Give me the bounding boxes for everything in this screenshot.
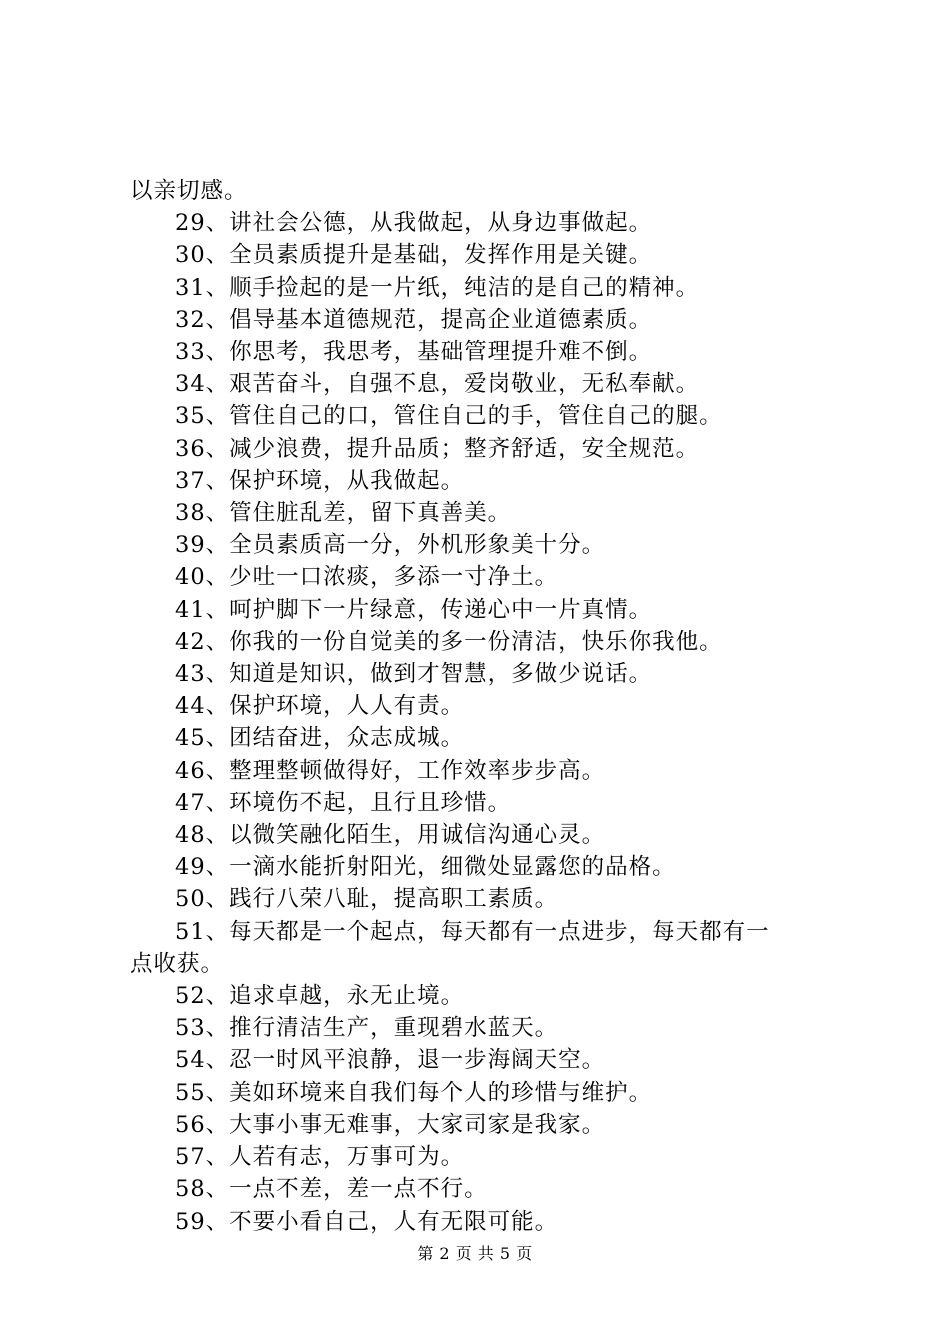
text-line: 39、全员素质高一分，外机形象美十分。 xyxy=(175,532,606,559)
text-line: 57、人若有志，万事可为。 xyxy=(175,1144,465,1171)
text-line: 41、呵护脚下一片绿意，传递心中一片真情。 xyxy=(175,596,653,623)
text-line: 58、一点不差，差一点不行。 xyxy=(175,1176,488,1203)
text-line: 47、环境伤不起，且行且珍惜。 xyxy=(175,789,512,816)
text-line: 52、追求卓越，永无止境。 xyxy=(175,983,465,1010)
text-line: 31、顺手捡起的是一片纸，纯洁的是自己的精神。 xyxy=(175,274,700,301)
text-line: 51、每天都是一个起点，每天都有一点进步，每天都有一 xyxy=(175,918,770,945)
text-line: 48、以微笑融化陌生，用诚信沟通心灵。 xyxy=(175,822,606,849)
text-line: 35、管住自己的口，管住自己的手，管住自己的腿。 xyxy=(175,403,723,430)
text-line: 33、你思考，我思考，基础管理提升难不倒。 xyxy=(175,339,653,366)
text-line: 以亲切感。 xyxy=(130,178,248,204)
text-line: 46、整理整顿做得好，工作效率步步高。 xyxy=(175,757,606,784)
text-line: 30、全员素质提升是基础，发挥作用是关键。 xyxy=(175,242,653,269)
text-line: 49、一滴水能折射阳光，细微处显露您的品格。 xyxy=(175,854,676,881)
text-line: 40、少吐一口浓痰，多添一寸净土。 xyxy=(175,564,559,591)
text-line: 55、美如环境来自我们每个人的珍惜与维护。 xyxy=(175,1079,653,1106)
text-line: 点收获。 xyxy=(130,950,225,977)
text-line: 37、保护环境，从我做起。 xyxy=(175,467,465,494)
text-line: 56、大事小事无难事，大家司家是我家。 xyxy=(175,1111,606,1138)
text-line: 36、减少浪费，提升品质；整齐舒适，安全规范。 xyxy=(175,435,700,462)
text-line: 38、管住脏乱差，留下真善美。 xyxy=(175,500,512,527)
text-line: 53、推行清洁生产，重现碧水蓝天。 xyxy=(175,1015,559,1042)
document-body xyxy=(130,175,830,1238)
text-line: 42、你我的一份自觉美的多一份清洁，快乐你我他。 xyxy=(175,628,723,655)
text-line: 45、团结奋进，众志成城。 xyxy=(175,725,465,752)
text-line: 54、忍一时风平浪静，退一步海阔天空。 xyxy=(175,1047,606,1074)
text-line: 43、知道是知识，做到才智慧，多做少说话。 xyxy=(175,661,653,688)
text-line: 32、倡导基本道德规范，提高企业道德素质。 xyxy=(175,306,653,333)
page-footer: 第 2 页 共 5 页 xyxy=(417,1244,533,1263)
text-line: 44、保护环境，人人有责。 xyxy=(175,693,465,720)
text-line: 29、讲社会公德，从我做起，从身边事做起。 xyxy=(175,210,653,237)
text-line: 59、不要小看自己，人有无限可能。 xyxy=(175,1208,559,1235)
text-line: 34、艰苦奋斗，自强不息，爱岗敬业，无私奉献。 xyxy=(175,371,700,398)
text-line: 50、践行八荣八耻，提高职工素质。 xyxy=(175,886,559,913)
